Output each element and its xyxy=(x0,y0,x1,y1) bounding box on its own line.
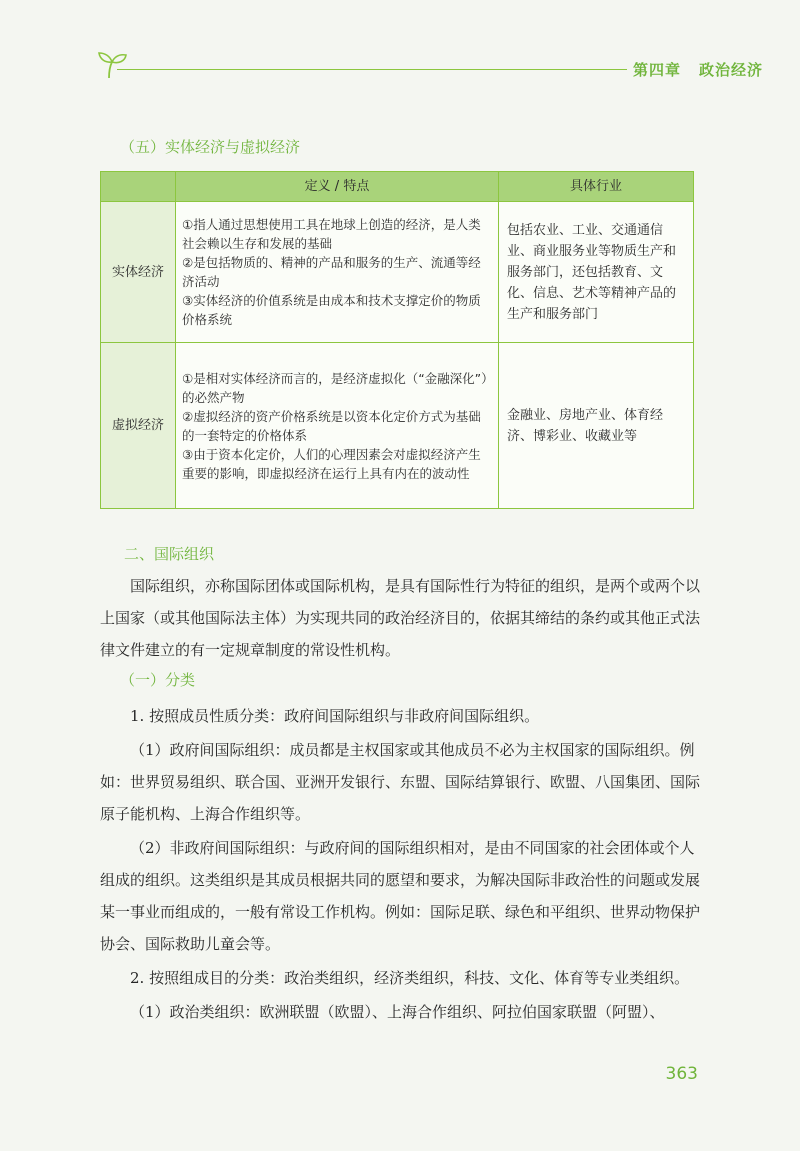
intro-paragraph xyxy=(100,570,700,666)
table-row xyxy=(101,343,694,509)
comparison-table xyxy=(100,171,694,509)
header-rule xyxy=(117,69,627,70)
definition-item: ①指人通过思想使用工具在地球上创造的经济，是人类社会赖以生存和发展的基础 xyxy=(182,217,481,251)
definition-item: ②是包括物质的、精神的产品和服务的生产、流通等经济活动 xyxy=(182,255,481,289)
intro-text: 国际组织，亦称国际团体或国际机构，是具有国际性行为特征的组织，是两个或两个以上国家（或其他国际法主体）为实现共同的政治经济目的，依据其缔结的条约或其他正式法律文件建立的有一定规章制度的常设性机构。 xyxy=(100,577,701,659)
definition-cell xyxy=(176,202,499,343)
page-header xyxy=(95,48,764,88)
body-paragraph: （1）政府间国际组织：成员都是主权国家或其他成员不必为主权国家的国际组织。例如：世界贸易组织、联合国、亚洲开发银行、东盟、国际结算银行、欧盟、八国集团、国际原子能机构、上海合作组织等。 xyxy=(100,741,701,823)
body-paragraphs xyxy=(100,700,700,1028)
industry-cell: 金融业、房地产业、体育经济、博彩业、收藏业等 xyxy=(499,343,694,509)
sprout-icon xyxy=(95,48,129,82)
row-name-real-economy: 实体经济 xyxy=(101,202,176,343)
row-name-virtual-economy: 虚拟经济 xyxy=(101,343,176,509)
table-header-industry: 具体行业 xyxy=(499,172,694,202)
section2-title: 二、国际组织 xyxy=(124,545,215,563)
subsection1-title: （一）分类 xyxy=(120,671,196,689)
table-header-definition: 定义 / 特点 xyxy=(176,172,499,202)
chapter-label xyxy=(633,59,793,80)
body-paragraph: （2）非政府间国际组织：与政府间的国际组织相对，是由不同国家的社会团体或个人组成的组织。这类组织是其成员根据共同的愿望和要求，为解决国际非政治性的问题或发展某一事业而组成的，一般有常设工作机构。例如：国际足联、绿色和平组织、世界动物保护协会、国际救助儿童会等。 xyxy=(100,839,701,953)
definition-cell xyxy=(176,343,499,509)
definition-item: ①是相对实体经济而言的，是经济虚拟化（“金融深化”）的必然产物 xyxy=(182,370,488,405)
table-row xyxy=(101,202,694,343)
chapter-title: 政治经济 xyxy=(699,61,764,79)
body-paragraph: 2. 按照组成目的分类：政治类组织，经济类组织，科技、文化、体育等专业类组织。 xyxy=(130,969,690,987)
body-paragraph: 1. 按照成员性质分类：政府间国际组织与非政府间国际组织。 xyxy=(130,707,540,725)
body-paragraph: （1）政治类组织：欧洲联盟（欧盟）、上海合作组织、阿拉伯国家联盟（阿盟）、 xyxy=(130,1003,665,1021)
section5-title: （五）实体经济与虚拟经济 xyxy=(120,138,301,156)
definition-item: ③实体经济的价值系统是由成本和技术支撑定价的物质价格系统 xyxy=(182,293,481,327)
industry-cell: 包括农业、工业、交通通信业、商业服务业等物质生产和服务部门，还包括教育、文化、信息、艺术等精神产品的生产和服务部门 xyxy=(499,202,694,343)
page-number: 363 xyxy=(665,1064,698,1084)
definition-item: ②虚拟经济的资产价格系统是以资本化定价方式为基础的一套特定的价格体系 xyxy=(182,408,481,443)
table-header-blank xyxy=(101,172,176,202)
chapter-number: 第四章 xyxy=(633,61,682,79)
table-header-row xyxy=(101,172,694,202)
definition-item: ③由于资本化定价，人们的心理因素会对虚拟经济产生重要的影响，即虚拟经济在运行上具有内在的波动性 xyxy=(182,446,481,481)
